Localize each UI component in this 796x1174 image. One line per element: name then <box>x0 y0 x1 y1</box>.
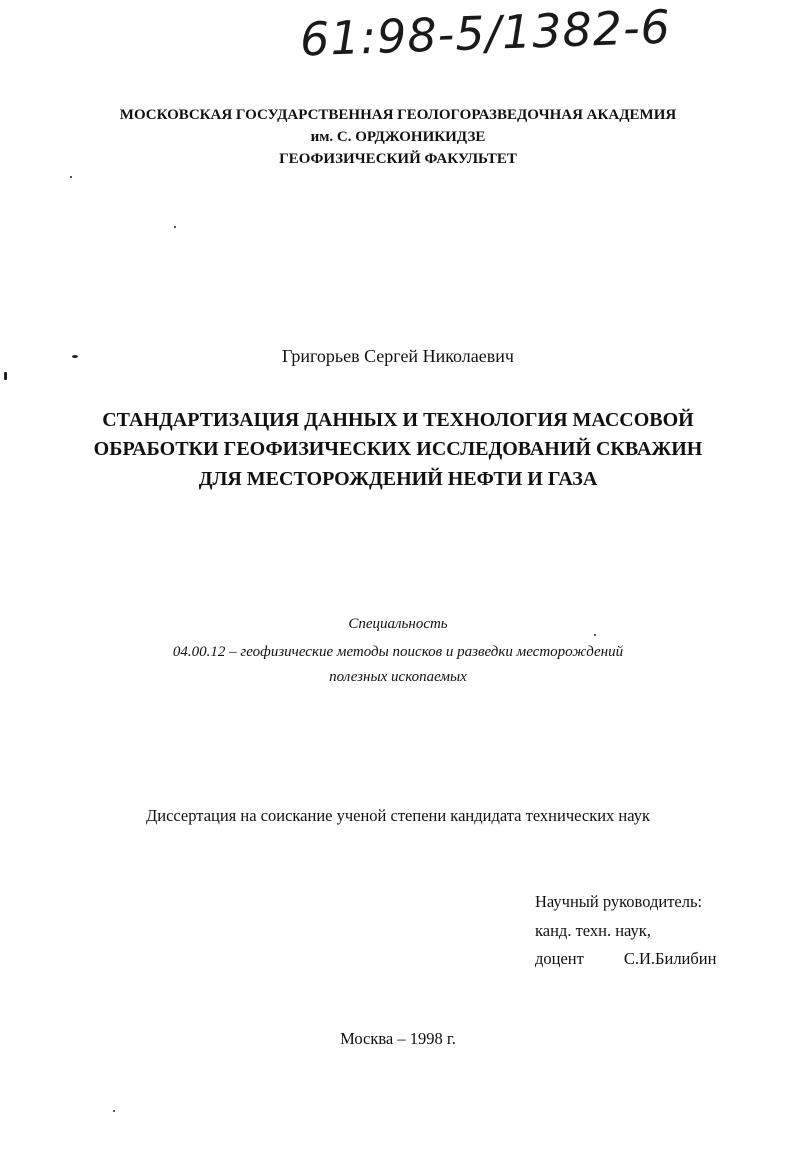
thesis-title-line-1: СТАНДАРТИЗАЦИЯ ДАННЫХ И ТЕХНОЛОГИЯ МАССОВОЙ <box>102 409 694 431</box>
thesis-title-line-2: ОБРАБОТКИ ГЕОФИЗИЧЕСКИХ ИССЛЕДОВАНИЙ СКВАЖИН <box>93 438 703 460</box>
scan-speck <box>113 1110 115 1112</box>
scan-speck <box>594 634 596 636</box>
specialty-description-line-1: 04.00.12 – геофизические методы поисков и разведки месторождений <box>172 644 624 660</box>
faculty-name: ГЕОФИЗИЧЕСКИЙ ФАКУЛЬТЕТ <box>279 151 517 167</box>
scan-speck <box>72 355 78 358</box>
advisor-rank-name <box>535 946 716 972</box>
institution-named-after: им. С. ОРДЖОНИКИДЗЕ <box>310 129 486 145</box>
advisor-heading: Научный руководитель: <box>535 892 703 911</box>
author-name: Григорьев Сергей Николаевич <box>282 346 514 366</box>
advisor-degree: канд. техн. наук, <box>535 921 651 940</box>
specialty-label: Специальность <box>348 616 448 632</box>
institution-name: МОСКОВСКАЯ ГОСУДАРСТВЕННАЯ ГЕОЛОГОРАЗВЕДОЧНАЯ АКАДЕМИЯ <box>119 107 677 123</box>
archive-number-handwritten: 61:98-5/1382-6 <box>299 0 672 67</box>
specialty-description-line-2: полезных ископаемых <box>329 669 467 685</box>
scan-speck <box>70 176 72 178</box>
scan-speck <box>4 372 7 380</box>
thesis-title-line-3: ДЛЯ МЕСТОРОЖДЕНИЙ НЕФТИ И ГАЗА <box>198 468 598 490</box>
dissertation-statement: Диссертация на соискание ученой степени кандидата технических наук <box>146 806 650 825</box>
advisor-rank: доцент <box>535 949 584 968</box>
scan-speck <box>174 226 176 228</box>
advisor-name: С.И.Билибин <box>623 949 717 968</box>
city-year: Москва – 1998 г. <box>340 1029 456 1048</box>
